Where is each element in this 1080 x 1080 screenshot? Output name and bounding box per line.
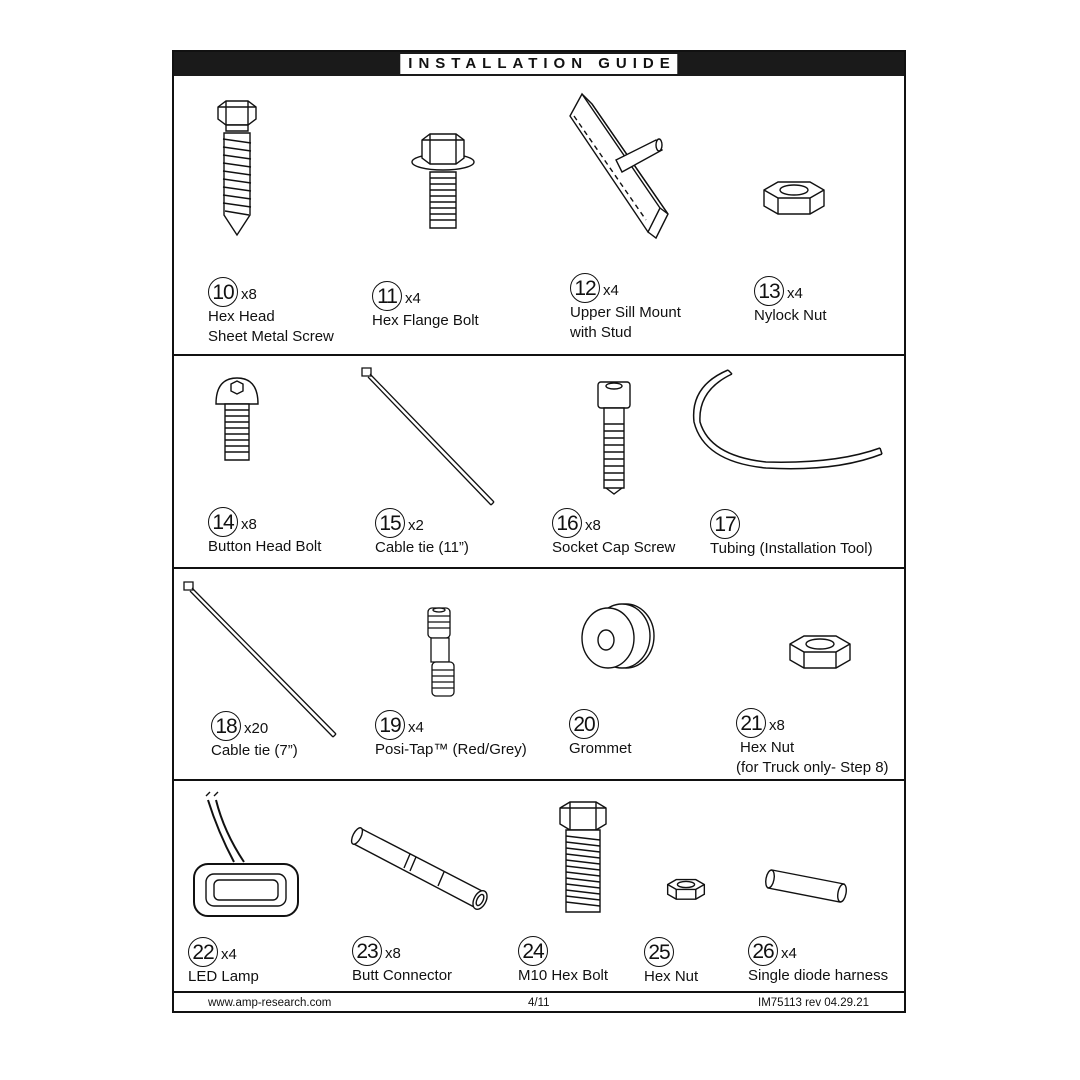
cable-tie-icon bbox=[360, 366, 500, 508]
butt-connector-icon bbox=[352, 816, 500, 916]
part-label: Hex Nut bbox=[644, 968, 699, 985]
part-14 bbox=[208, 507, 321, 557]
part-label: Butt Connector bbox=[352, 967, 453, 984]
part-qty: x8 bbox=[385, 944, 401, 962]
grommet-icon bbox=[578, 600, 660, 672]
part-25 bbox=[644, 937, 698, 987]
hex-nut-icon bbox=[784, 632, 856, 674]
part-label: Tubing (Installation Tool) bbox=[710, 540, 873, 557]
part-label: with Stud bbox=[570, 324, 632, 341]
part-qty: x4 bbox=[405, 289, 421, 307]
part-label: Socket Cap Screw bbox=[552, 539, 676, 556]
diode-harness-icon bbox=[764, 866, 848, 906]
part-number: 21 bbox=[736, 708, 766, 738]
part-16 bbox=[552, 508, 675, 558]
footer-doc-id: IM75113 rev 04.29.21 bbox=[758, 997, 870, 1009]
part-number: 14 bbox=[208, 507, 238, 537]
led-lamp-icon bbox=[188, 792, 308, 922]
part-qty: x8 bbox=[241, 515, 257, 533]
part-12 bbox=[570, 273, 681, 343]
installation-guide-sheet bbox=[172, 50, 906, 1013]
hex-head-sheet-metal-screw-icon bbox=[212, 97, 262, 237]
part-number: 20 bbox=[569, 709, 599, 739]
part-17 bbox=[710, 509, 873, 559]
part-number: 23 bbox=[352, 936, 382, 966]
button-head-bolt-icon bbox=[212, 374, 262, 464]
part-13 bbox=[754, 276, 827, 326]
part-label: Sheet Metal Screw bbox=[208, 328, 334, 345]
part-number: 17 bbox=[710, 509, 740, 539]
page-title: INSTALLATION GUIDE bbox=[400, 54, 677, 74]
footer-page-number: 4/11 bbox=[528, 997, 550, 1009]
part-qty: x4 bbox=[781, 944, 797, 962]
part-qty: x20 bbox=[244, 719, 269, 737]
row-divider bbox=[174, 567, 904, 569]
footer-website: www.amp-research.com bbox=[208, 997, 332, 1009]
posi-tap-icon bbox=[420, 604, 464, 700]
part-22 bbox=[188, 937, 259, 987]
socket-cap-screw-icon bbox=[594, 378, 634, 496]
part-11 bbox=[372, 281, 479, 331]
part-15 bbox=[375, 508, 469, 558]
part-number: 19 bbox=[375, 710, 405, 740]
row-divider bbox=[174, 779, 904, 781]
part-26 bbox=[748, 936, 888, 986]
part-number: 15 bbox=[375, 508, 405, 538]
part-18 bbox=[211, 711, 298, 761]
nylock-nut-icon bbox=[758, 178, 830, 220]
part-number: 24 bbox=[518, 936, 548, 966]
part-number: 12 bbox=[570, 273, 600, 303]
tubing-icon bbox=[686, 366, 886, 476]
part-label: Hex Nut bbox=[740, 739, 795, 756]
part-number: 22 bbox=[188, 937, 218, 967]
part-19 bbox=[375, 710, 527, 760]
part-qty: x8 bbox=[585, 516, 601, 534]
part-label: Grommet bbox=[569, 740, 632, 757]
part-number: 10 bbox=[208, 277, 238, 307]
part-qty: x4 bbox=[603, 281, 619, 299]
hex-nut-icon bbox=[664, 876, 708, 904]
upper-sill-mount-icon bbox=[556, 90, 676, 240]
part-qty: x8 bbox=[769, 716, 785, 734]
part-label: Hex Head bbox=[208, 308, 275, 325]
part-24 bbox=[518, 936, 608, 986]
part-20 bbox=[569, 709, 632, 759]
part-number: 11 bbox=[372, 281, 402, 311]
m10-hex-bolt-icon bbox=[552, 798, 612, 916]
part-qty: x4 bbox=[408, 718, 424, 736]
part-label: Upper Sill Mount bbox=[570, 304, 681, 321]
part-label: LED Lamp bbox=[188, 968, 259, 985]
part-label: M10 Hex Bolt bbox=[518, 967, 609, 984]
part-label: Hex Flange Bolt bbox=[372, 312, 479, 329]
header-bar bbox=[174, 52, 904, 76]
part-qty: x8 bbox=[241, 285, 257, 303]
part-label: Button Head Bolt bbox=[208, 538, 322, 555]
row-divider bbox=[174, 354, 904, 356]
part-number: 25 bbox=[644, 937, 674, 967]
part-label: Cable tie (11”) bbox=[375, 539, 469, 556]
footer-divider bbox=[174, 991, 904, 993]
part-label: Cable tie (7”) bbox=[211, 742, 298, 759]
part-number: 18 bbox=[211, 711, 241, 741]
part-10 bbox=[208, 277, 334, 347]
part-label: Single diode harness bbox=[748, 967, 889, 984]
part-label: Posi-Tap™ (Red/Grey) bbox=[375, 741, 527, 758]
part-23 bbox=[352, 936, 452, 986]
part-21 bbox=[736, 708, 889, 778]
part-qty: x4 bbox=[787, 284, 803, 302]
part-number: 16 bbox=[552, 508, 582, 538]
part-number: 13 bbox=[754, 276, 784, 306]
part-label: (for Truck only- Step 8) bbox=[736, 759, 889, 776]
part-qty: x2 bbox=[408, 516, 424, 534]
part-qty: x4 bbox=[221, 945, 237, 963]
part-number: 26 bbox=[748, 936, 778, 966]
part-label: Nylock Nut bbox=[754, 307, 827, 324]
hex-flange-bolt-icon bbox=[410, 130, 476, 232]
